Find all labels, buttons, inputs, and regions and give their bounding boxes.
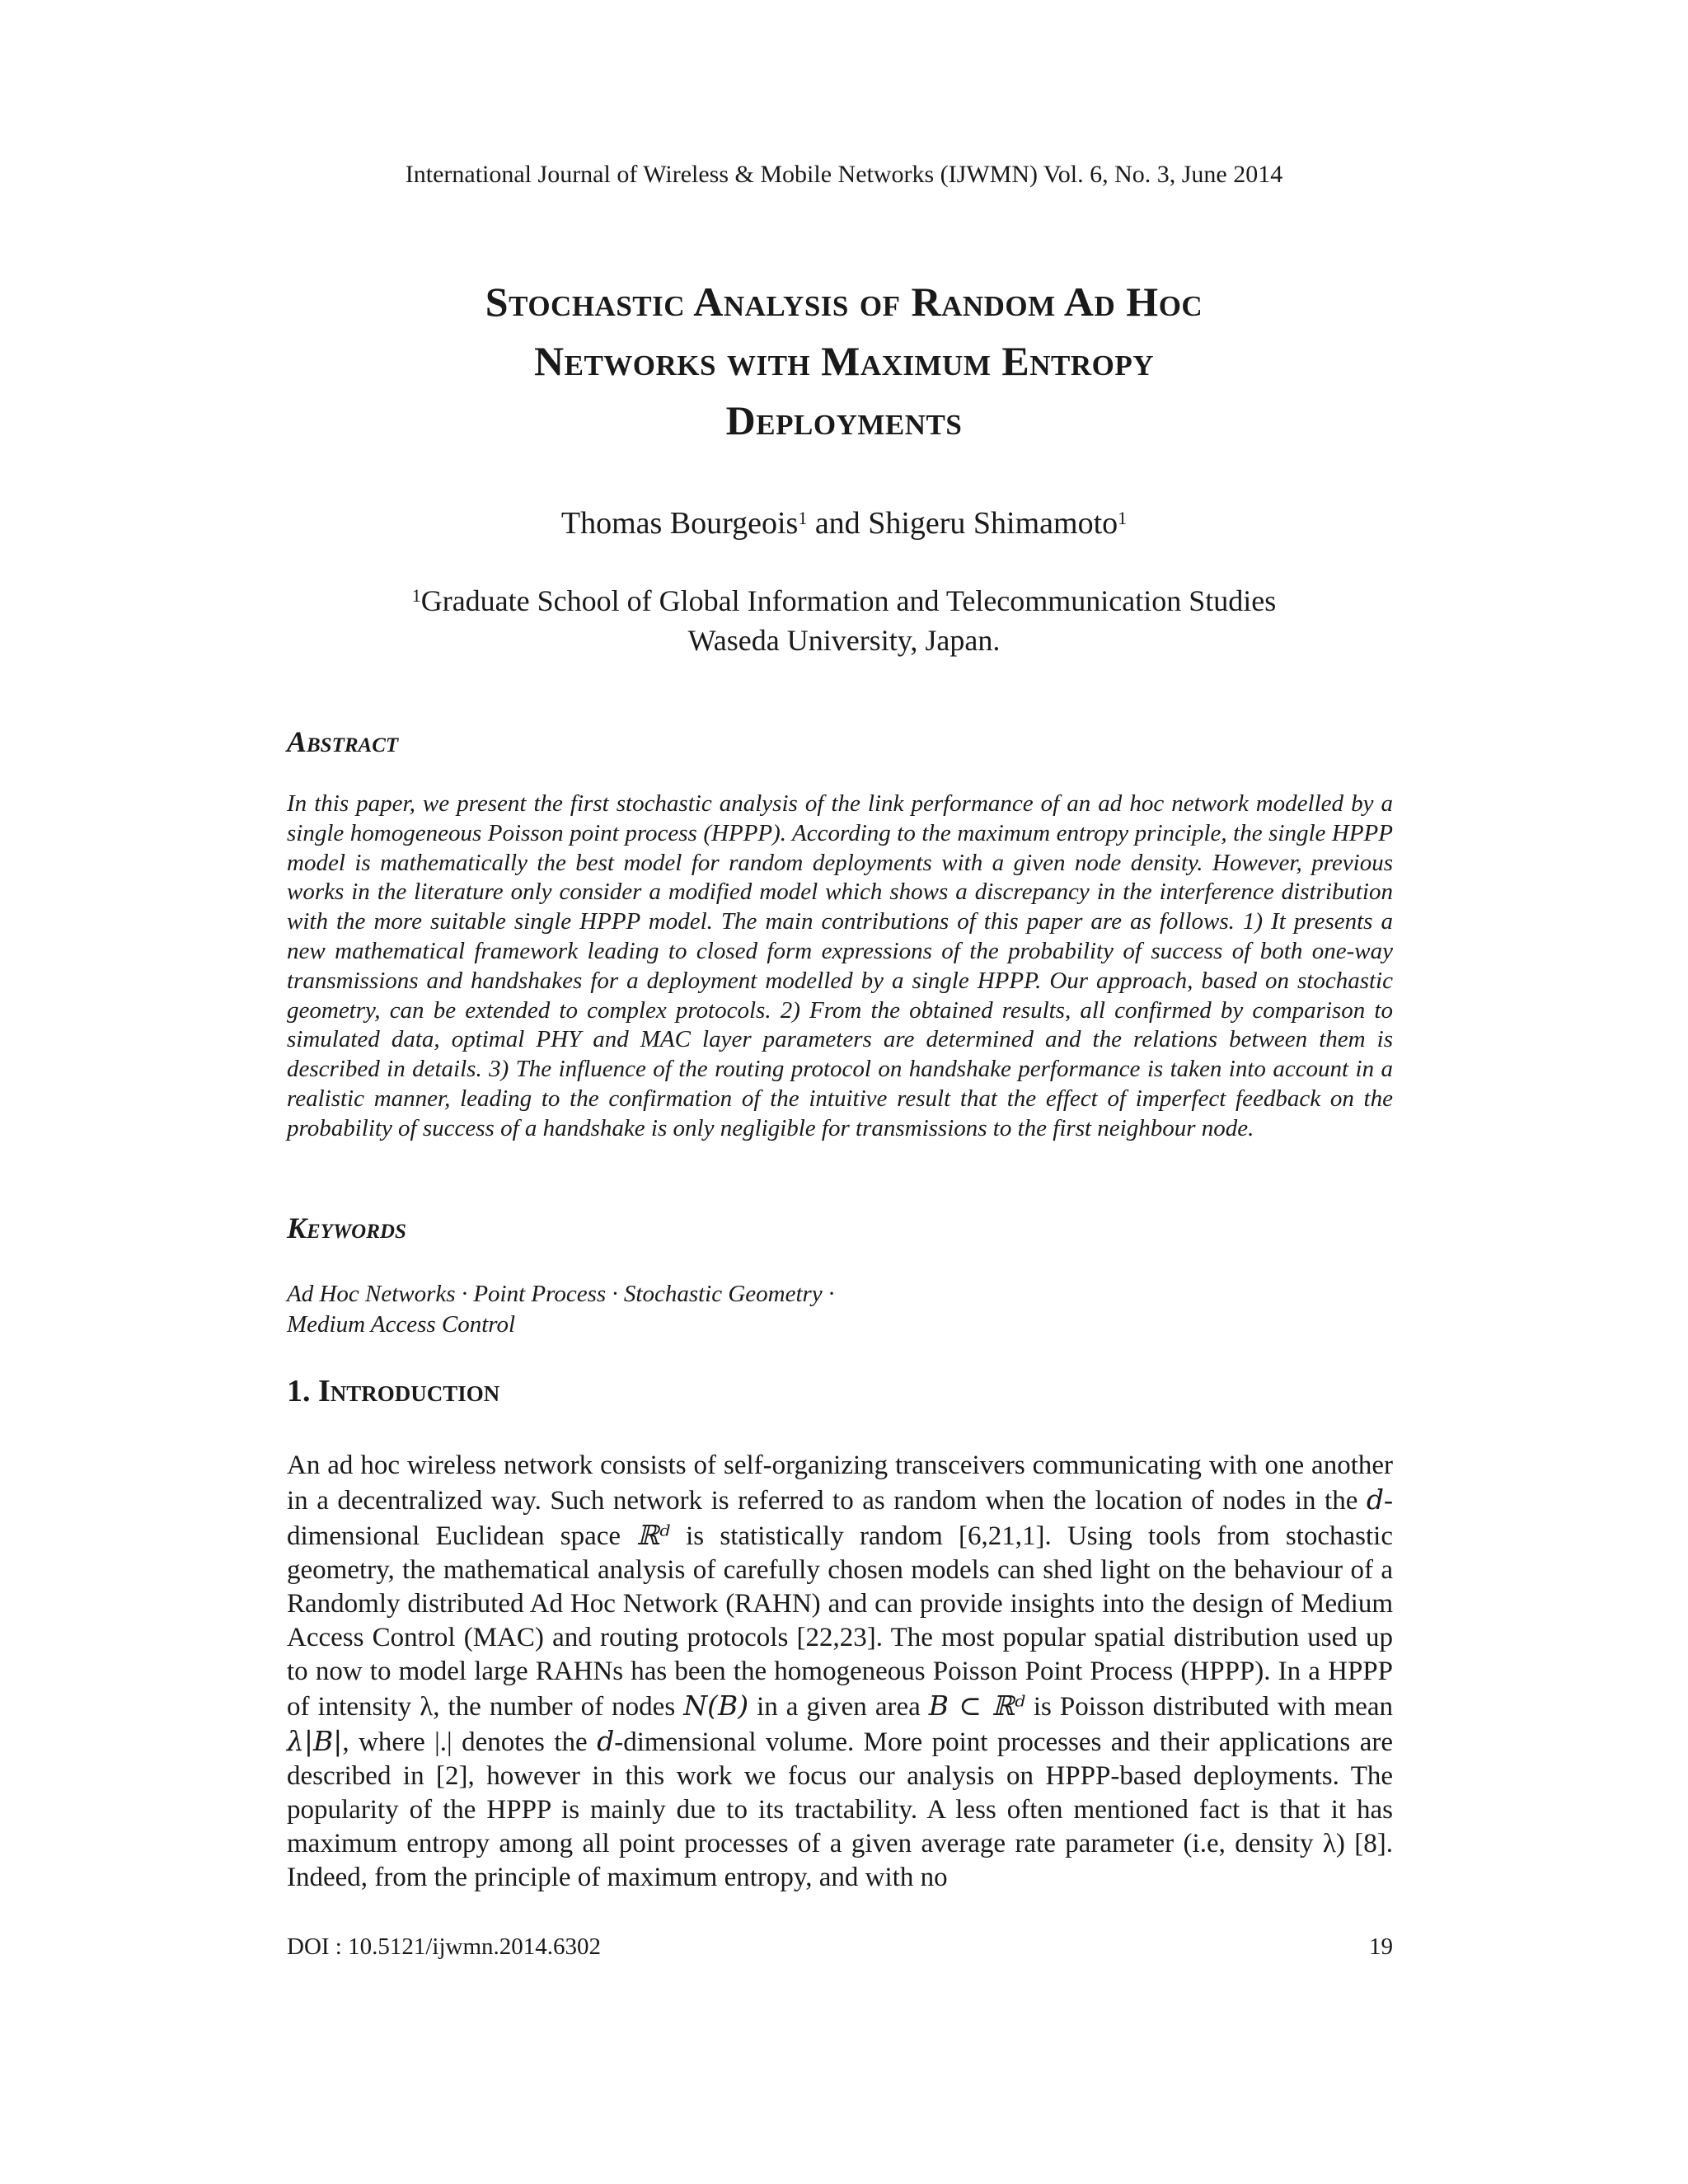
intro-text: , where |.| denotes the — [342, 1727, 598, 1757]
title-line: Deployments — [725, 397, 963, 443]
affiliation-mark: 1 — [411, 585, 421, 606]
intro-text: -dimensional volume. More point processes and their applications are described in [2], however in this work we focus our analysis on HPPP-based deployments. The popularity of the HPPP is mainly due to its tractability. A less often mentioned fact is that it has maximum entropy among all point processes of a given average rate parameter (i.e, density λ) [8]. Indeed, from the principle of maximum entropy, and with no — [287, 1727, 1393, 1892]
author-affiliation-mark: 1 — [798, 508, 808, 528]
keywords-heading: Keywords — [287, 1212, 406, 1244]
intro-text: in a given area — [748, 1692, 929, 1722]
intro-text: -dimensional Euclidean space — [287, 1486, 1393, 1551]
author-list — [0, 503, 1688, 544]
abstract-body-wrap — [287, 790, 1393, 1144]
author-affiliation-mark: 1 — [1118, 508, 1128, 528]
introduction-body-wrap — [287, 1449, 1393, 1895]
math-inline: d — [1366, 1483, 1384, 1516]
abstract-heading: Abstract — [287, 725, 399, 758]
affiliation — [0, 581, 1688, 660]
introduction-section — [287, 1373, 1393, 1409]
author-conjunction: and — [807, 506, 869, 541]
intro-text: is statistically random [6,21,1]. Using tools from stochastic geometry, the mathematical analysis of carefully chosen models can shed light on the behaviour of a Randomly distributed Ad Hoc Network (RAHN) and can provide insights into the design of Medium Access Control (MAC) and routing protocols [22,23]. The most popular spatial distribution used up to now to model large RAHNs has been the homogeneous Poisson Point Process (HPPP). In a HPPP of intensity λ, the number of nodes — [287, 1521, 1393, 1722]
title-line: Networks with Maximum Entropy — [533, 338, 1154, 384]
paper-title — [0, 272, 1688, 450]
intro-text: is Poisson distributed with mean — [1025, 1692, 1393, 1722]
keywords-section — [287, 1210, 1393, 1246]
math-inline: N(B) — [683, 1690, 749, 1722]
introduction-paragraph — [287, 1449, 1393, 1895]
page-footer — [287, 1931, 1393, 1962]
doi-label: DOI : 10.5121/ijwmn.2014.6302 — [287, 1933, 602, 1960]
math-inline: B ⊂ ℝᵈ — [928, 1690, 1025, 1722]
affiliation-line: Waseda University, Japan. — [687, 624, 1001, 657]
author-name: Thomas Bourgeois — [560, 506, 799, 541]
affiliation-text: Graduate School of Global Information and Telecommunication Studies — [420, 584, 1277, 617]
abstract-body: In this paper, we present the first stochastic analysis of the link performance of an ad hoc network modelled by a single homogeneous Poisson point process (HPPP). According to the maximum entropy principle, the single HPPP model is mathematically the best model for random deployments with a given node density. However, previous works in the literature only consider a modified model which shows a discrepancy in the interference distribution with the more suitable single HPPP model. The main contributions of this paper are as follows. 1) It presents a new mathematical framework leading to closed form expressions of the probability of success of both one-way transmissions and handshakes for a deployment modelled by a single HPPP. Our approach, based on stochastic geometry, can be extended to complex protocols. 2) From the obtained results, all confirmed by comparison to simulated data, optimal PHY and MAC layer parameters are determined and the relations between them is described in details. 3) The influence of the routing protocol on handshake performance is taken into account in a realistic manner, leading to the confirmation of the intuitive result that the effect of imperfect feedback on the probability of success of a handshake is only negligible for transmissions to the first neighbour node. — [287, 790, 1393, 1141]
math-inline: d — [597, 1725, 615, 1757]
keywords-line: Ad Hoc Networks · Point Process · Stochastic Geometry · — [287, 1281, 835, 1307]
author-name: Shigeru Shimamoto — [868, 506, 1118, 541]
title-line: Stochastic Analysis of Random Ad Hoc — [485, 279, 1203, 325]
affiliation-line — [0, 581, 1688, 621]
math-inline: ℝᵈ — [636, 1519, 670, 1551]
keywords-body-wrap — [287, 1279, 1393, 1340]
abstract-section — [287, 724, 1393, 760]
intro-text: An ad hoc wireless network consists of self-organizing transceivers communicating with one another in a decentralized way. Such network is referred to as random when the location of nodes in the — [287, 1451, 1393, 1516]
page-number: 19 — [1369, 1933, 1393, 1960]
keywords-line: Medium Access Control — [287, 1311, 516, 1338]
running-header: International Journal of Wireless & Mobile Networks (IJWMN) Vol. 6, No. 3, June 2014 — [405, 161, 1283, 188]
introduction-heading: 1. Introduction — [287, 1374, 500, 1408]
math-inline: λ|B| — [287, 1725, 343, 1757]
